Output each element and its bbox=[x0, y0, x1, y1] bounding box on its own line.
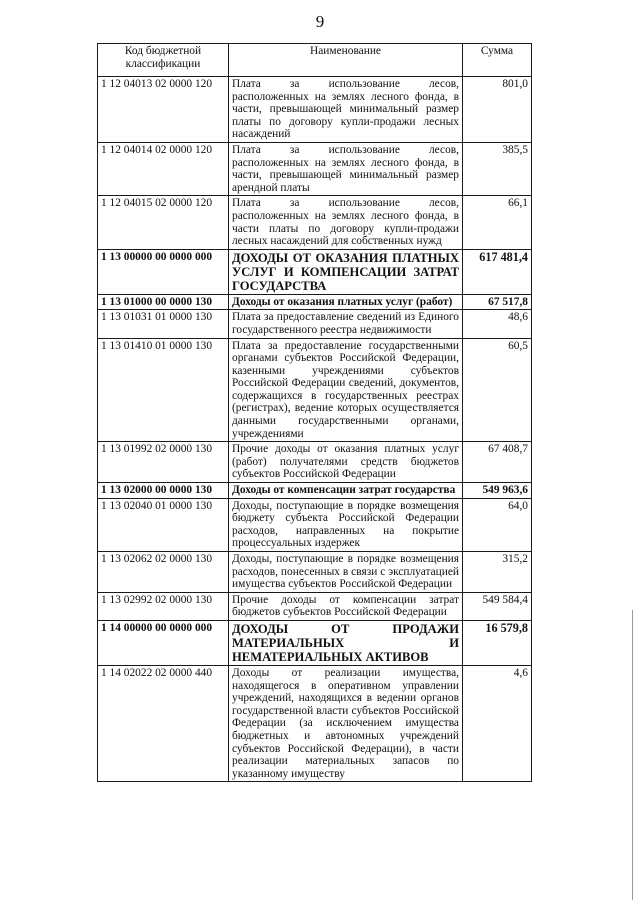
table-row bbox=[98, 620, 532, 665]
row-name: Плата за использование лесов, расположенных на землях лесного фонда, в части, превышающей минимальный размер арендной платы bbox=[229, 142, 463, 195]
row-code: 1 14 02022 02 0000 440 bbox=[98, 665, 229, 781]
row-code: 1 14 00000 00 0000 000 bbox=[98, 620, 229, 665]
header-sum: Сумма bbox=[463, 44, 532, 77]
table-row bbox=[98, 338, 532, 442]
table-body bbox=[98, 77, 532, 782]
row-name: Плата за предоставление сведений из Единого государственного реестра недвижимости bbox=[229, 310, 463, 338]
row-sum: 60,5 bbox=[463, 338, 532, 442]
row-name: Прочие доходы от оказания платных услуг (работ) получателями средств бюджетов субъектов Российской Федерации bbox=[229, 442, 463, 483]
table-row bbox=[98, 142, 532, 195]
row-code: 1 12 04013 02 0000 120 bbox=[98, 77, 229, 143]
table-row bbox=[98, 442, 532, 483]
row-sum: 67 408,7 bbox=[463, 442, 532, 483]
table-row bbox=[98, 665, 532, 781]
header-code: Код бюджетной классификации bbox=[98, 44, 229, 77]
table-row bbox=[98, 592, 532, 620]
row-code: 1 13 01000 00 0000 130 bbox=[98, 294, 229, 310]
row-code: 1 13 01992 02 0000 130 bbox=[98, 442, 229, 483]
revenue-table bbox=[97, 43, 532, 782]
row-sum: 549 963,6 bbox=[463, 483, 532, 499]
scan-margin-line bbox=[632, 610, 633, 900]
row-name: ДОХОДЫ ОТ ПРОДАЖИ МАТЕРИАЛЬНЫХ И НЕМАТЕРИАЛЬНЫХ АКТИВОВ bbox=[229, 620, 463, 665]
row-name: Доходы от реализации имущества, находящегося в оперативном управлении учреждений, находящихся в ведении органов государственной власти субъектов Российской Федерации (за исключением имущества бюджетных и автономных учреждений субъектов Российской Федерации), в части реализации материальных запасов по указанному имуществу bbox=[229, 665, 463, 781]
row-sum: 385,5 bbox=[463, 142, 532, 195]
row-sum: 617 481,4 bbox=[463, 249, 532, 294]
row-code: 1 13 01031 01 0000 130 bbox=[98, 310, 229, 338]
row-sum: 315,2 bbox=[463, 552, 532, 593]
row-name: Прочие доходы от компенсации затрат бюджетов субъектов Российской Федерации bbox=[229, 592, 463, 620]
row-sum: 549 584,4 bbox=[463, 592, 532, 620]
table-row bbox=[98, 310, 532, 338]
row-code: 1 13 02062 02 0000 130 bbox=[98, 552, 229, 593]
row-code: 1 13 01410 01 0000 130 bbox=[98, 338, 229, 442]
row-code: 1 13 00000 00 0000 000 bbox=[98, 249, 229, 294]
table-row bbox=[98, 249, 532, 294]
row-name: Доходы от компенсации затрат государства bbox=[229, 483, 463, 499]
row-name: ДОХОДЫ ОТ ОКАЗАНИЯ ПЛАТНЫХ УСЛУГ И КОМПЕНСАЦИИ ЗАТРАТ ГОСУДАРСТВА bbox=[229, 249, 463, 294]
row-name: Плата за использование лесов, расположенных на землях лесного фонда, в части, превышающей минимальный размер платы по договору купли-продажи лесных насаждений bbox=[229, 77, 463, 143]
row-name: Плата за предоставление государственными органами субъектов Российской Федерации, казенными учреждениями субъектов Российской Федерации сведений, документов, содержащихся в государственных реестрах (регистрах), ведение которых осуществляется данными государственными органами, учреждениями bbox=[229, 338, 463, 442]
table-row bbox=[98, 483, 532, 499]
row-code: 1 13 02040 01 0000 130 bbox=[98, 498, 229, 551]
table-row bbox=[98, 196, 532, 249]
row-name: Доходы от оказания платных услуг (работ) bbox=[229, 294, 463, 310]
row-sum: 66,1 bbox=[463, 196, 532, 249]
row-sum: 4,6 bbox=[463, 665, 532, 781]
row-sum: 16 579,8 bbox=[463, 620, 532, 665]
page-number: 9 bbox=[315, 12, 325, 31]
row-name: Плата за использование лесов, расположенных на землях лесного фонда, в части платы по договору купли-продажи лесных насаждений для собственных нужд bbox=[229, 196, 463, 249]
table-row bbox=[98, 294, 532, 310]
table-row bbox=[98, 498, 532, 551]
row-sum: 67 517,8 bbox=[463, 294, 532, 310]
row-name: Доходы, поступающие в порядке возмещения бюджету субъекта Российской Федерации расходов, направленных на покрытие процессуальных издержек bbox=[229, 498, 463, 551]
row-code: 1 13 02000 00 0000 130 bbox=[98, 483, 229, 499]
row-code: 1 12 04015 02 0000 120 bbox=[98, 196, 229, 249]
row-sum: 48,6 bbox=[463, 310, 532, 338]
row-name: Доходы, поступающие в порядке возмещения расходов, понесенных в связи с эксплуатацией имущества субъектов Российской Федерации bbox=[229, 552, 463, 593]
table-row bbox=[98, 552, 532, 593]
table-row bbox=[98, 77, 532, 143]
row-sum: 801,0 bbox=[463, 77, 532, 143]
header-name: Наименование bbox=[229, 44, 463, 77]
row-code: 1 12 04014 02 0000 120 bbox=[98, 142, 229, 195]
row-code: 1 13 02992 02 0000 130 bbox=[98, 592, 229, 620]
row-sum: 64,0 bbox=[463, 498, 532, 551]
table-header-row bbox=[98, 44, 532, 77]
